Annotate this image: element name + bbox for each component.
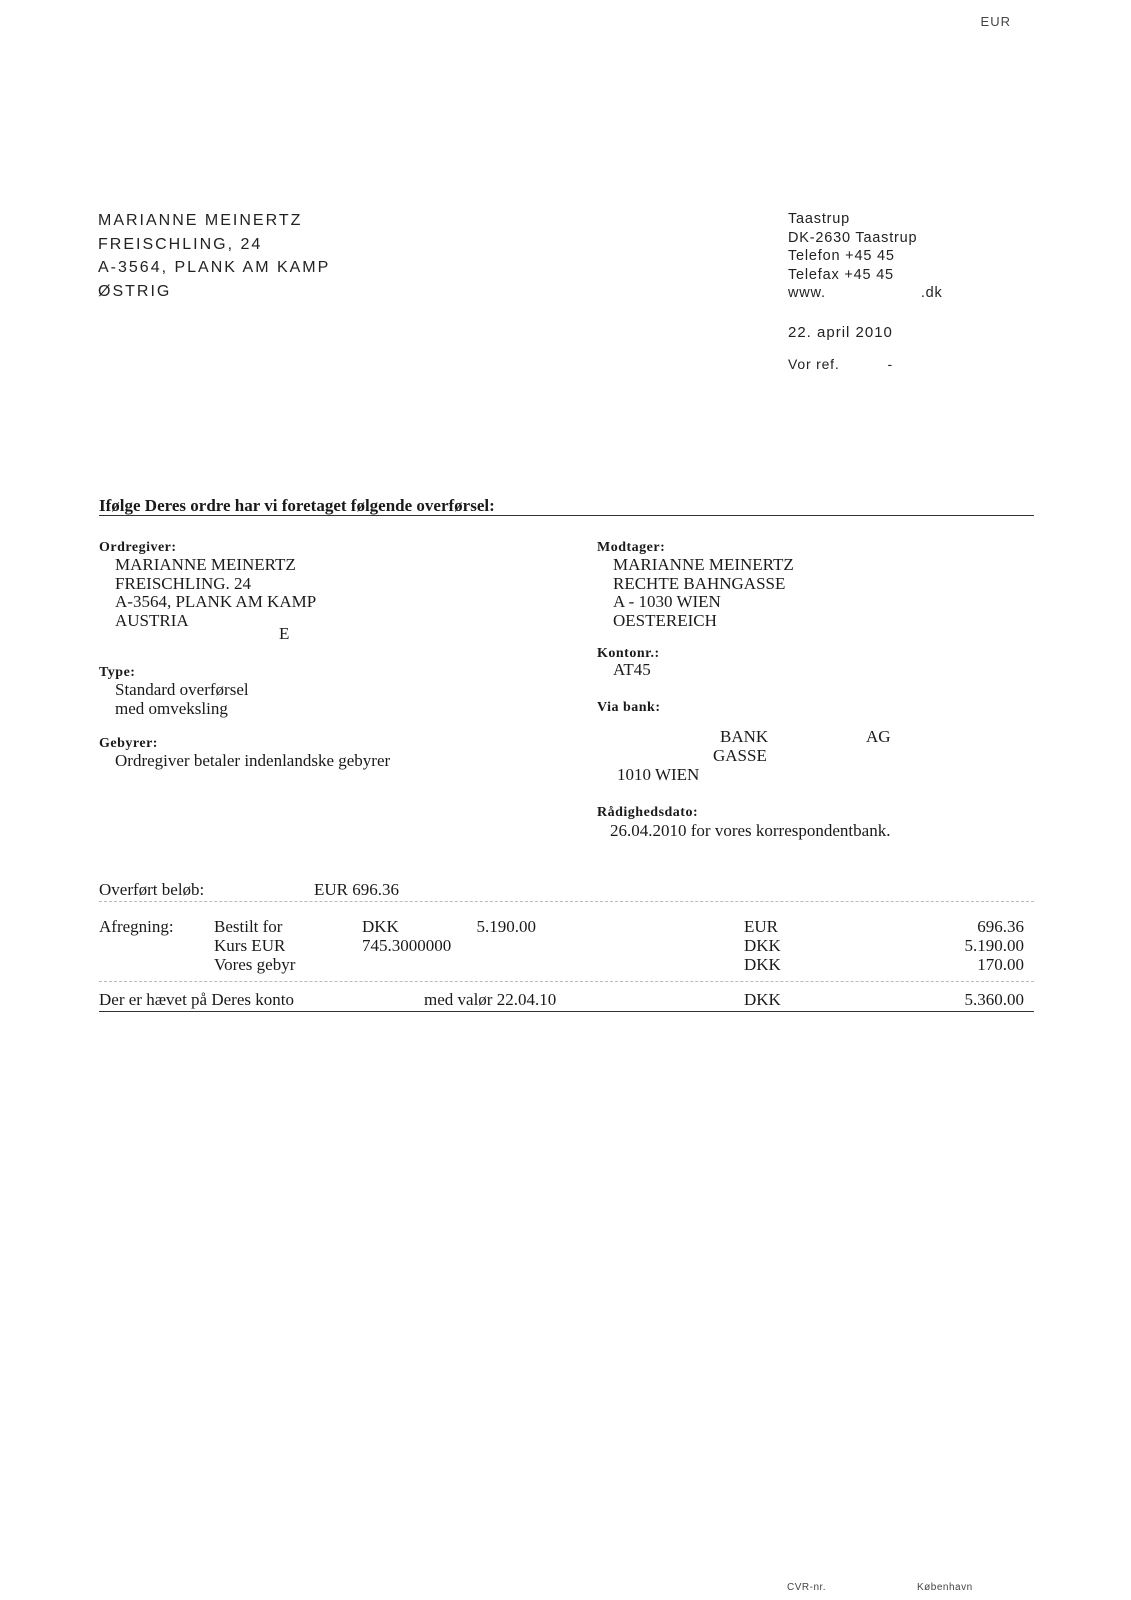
radighedsdato-label: Rådighedsdato: <box>597 805 699 820</box>
ordregiver-street: FREISCHLING. 24 <box>115 573 252 593</box>
letter-date: 22. april 2010 <box>788 324 893 341</box>
addressee-city: A-3564, PLANK AM KAMP <box>98 259 331 276</box>
via-bank-ag: AG <box>866 727 891 746</box>
ordregiver-lines <box>115 556 316 630</box>
addressee-street: FREISCHLING, 24 <box>98 235 263 253</box>
ordregiver-city: A-3564, PLANK AM KAMP <box>115 592 317 611</box>
total-amount: 5.360.00 <box>964 990 1024 1009</box>
via-bank-name: BANK <box>720 727 769 746</box>
total-valor: med valør 22.04.10 <box>424 990 557 1009</box>
settlement-amt1: 5.190.00 <box>476 917 536 936</box>
ordregiver-name: MARIANNE MEINERTZ <box>115 555 296 574</box>
sender-web-prefix: www. <box>788 285 826 301</box>
kontonr-value: AT45 <box>613 660 651 679</box>
settlement-label: Afregning: <box>99 917 174 936</box>
sender-web-suffix: .dk <box>920 285 943 301</box>
settlement-cur2: DKK <box>744 955 781 974</box>
footer-city: København <box>917 1582 973 1593</box>
footer-cvr: CVR-nr. <box>787 1582 827 1593</box>
gebyrer-value: Ordregiver betaler indenlandske gebyrer <box>115 751 391 770</box>
transferred-rule <box>99 901 1034 902</box>
settlement-rate: 745.3000000 <box>362 936 452 955</box>
modtager-country: OESTEREICH <box>613 610 717 630</box>
ordregiver-label: Ordregiver: <box>99 540 177 555</box>
settlement-cur2: EUR <box>744 917 778 936</box>
transferred-value: EUR 696.36 <box>314 880 399 899</box>
sender-phone: Telefon +45 45 <box>788 248 895 264</box>
settlement-desc: Bestilt for <box>214 917 283 936</box>
transferred-label: Overført beløb: <box>99 880 205 899</box>
total-label: Der er hævet på Deres konto <box>99 990 294 1009</box>
settlement-cur1: DKK <box>362 917 399 936</box>
type-lines <box>115 681 249 718</box>
settlement-amt2: 170.00 <box>977 955 1024 974</box>
document-code: EUR <box>980 14 1011 29</box>
settlement-desc: Vores gebyr <box>214 955 296 974</box>
addressee-block <box>98 209 330 303</box>
modtager-street: RECHTE BAHNGASSE <box>613 573 786 593</box>
via-bank-label: Via bank: <box>597 700 661 715</box>
transfer-heading: Ifølge Deres ordre har vi foretaget følgende overførsel: <box>99 496 495 515</box>
addressee-name: MARIANNE MEINERTZ <box>98 212 303 229</box>
type-label: Type: <box>99 665 136 680</box>
via-bank-city: 1010 WIEN <box>617 765 700 784</box>
modtager-city: A - 1030 WIEN <box>613 592 721 611</box>
settlement-rule <box>99 981 1034 982</box>
type-line-2: med omveksling <box>115 698 228 718</box>
type-line-1: Standard overførsel <box>115 680 249 699</box>
sender-fax: Telefax +45 45 <box>788 266 894 283</box>
ordregiver-country: AUSTRIA <box>115 610 189 630</box>
sender-block <box>788 210 943 303</box>
modtager-lines <box>613 556 794 630</box>
reference <box>788 356 893 372</box>
settlement-desc: Kurs EUR <box>214 936 286 955</box>
modtager-label: Modtager: <box>597 540 666 555</box>
heading-rule <box>99 515 1034 516</box>
reference-dash: - <box>887 356 893 372</box>
settlement-amt2: 696.36 <box>977 917 1024 936</box>
addressee-country: ØSTRIG <box>98 282 172 300</box>
total-currency: DKK <box>744 990 781 1009</box>
via-bank-street: GASSE <box>713 746 767 765</box>
total-rule <box>99 1011 1034 1012</box>
ordregiver-extra: E <box>279 624 290 643</box>
modtager-name: MARIANNE MEINERTZ <box>613 555 794 574</box>
settlement-amt2: 5.190.00 <box>964 936 1024 955</box>
radighedsdato-value: 26.04.2010 for vores korrespondentbank. <box>610 821 891 840</box>
kontonr-label: Kontonr.: <box>597 646 660 661</box>
sender-city: Taastrup <box>788 211 851 227</box>
reference-label: Vor ref. <box>788 356 840 372</box>
gebyrer-label: Gebyrer: <box>99 736 158 751</box>
sender-postal: DK-2630 Taastrup <box>788 229 918 246</box>
sender-web <box>788 284 943 303</box>
settlement-cur2: DKK <box>744 936 781 955</box>
